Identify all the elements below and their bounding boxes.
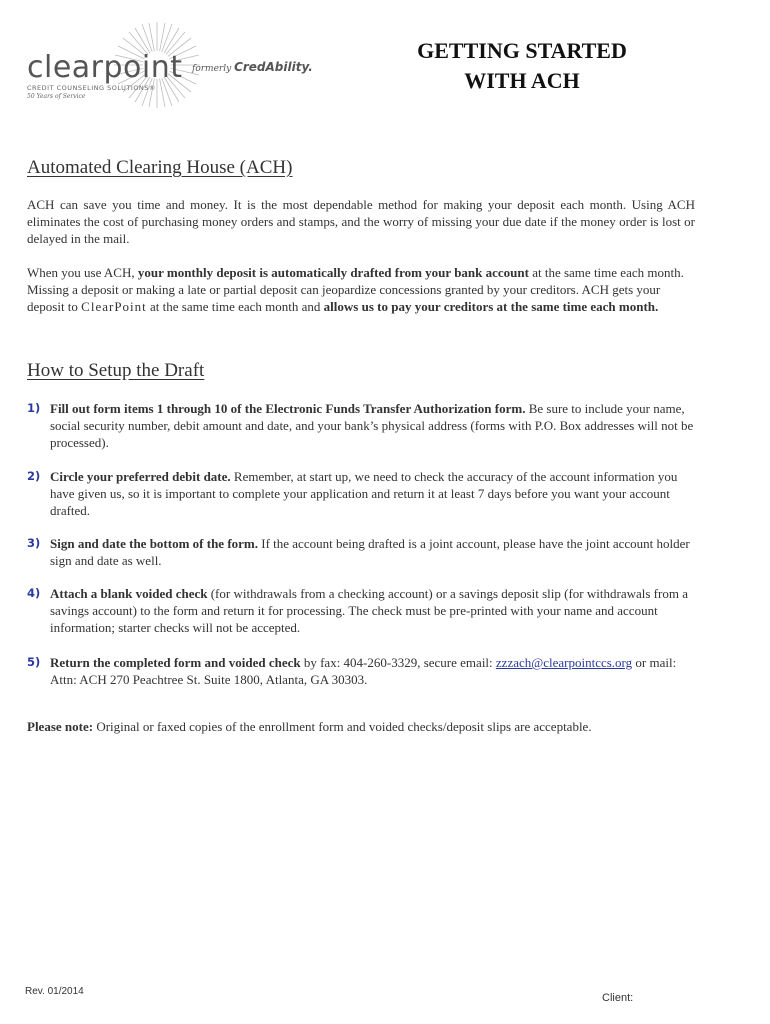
page-title xyxy=(380,36,664,96)
step-number: 4) xyxy=(27,586,41,600)
ach-paragraph-1: ACH can save you time and money. It is the most dependable method for making your deposit each month. Using ACH eliminates the cost of purchasing money orders and stamps, and the worry of missing your due date if the money order is lost or delayed in the mail. xyxy=(27,197,695,246)
step-bold: Attach a blank voided check xyxy=(50,586,208,601)
page-title-line1: GETTING STARTED xyxy=(417,38,627,63)
step-text: Be sure to include your name, social security number, debit amount and date, and your bank’s physical address (forms with P.O. Box addresses will not be processed). xyxy=(50,401,694,450)
logo-years: 50 Years of Service xyxy=(27,93,86,100)
page-title-line2: WITH ACH xyxy=(464,68,580,93)
email-link[interactable]: zzzach@clearpointccs.org xyxy=(495,655,633,670)
step-text: Remember, at start up, we need to check the accuracy of the account information you have given us, so it is important to complete your application and return it at least 7 days before you want your account drafted. xyxy=(50,469,678,518)
step-2 xyxy=(27,468,695,519)
para2-text-a: When you use ACH, xyxy=(27,265,138,280)
formerly-credability xyxy=(192,60,313,74)
para2-text-e: at the same time each month and xyxy=(146,299,324,314)
client-label: Client: xyxy=(602,992,634,1004)
step-number: 3) xyxy=(27,536,41,550)
para2-clearpoint: ClearPoint xyxy=(81,299,147,314)
para2-bold-f: allows us to pay your creditors at the same time each month. xyxy=(323,299,659,314)
note-text: Original or faxed copies of the enrollment form and voided checks/deposit slips are acceptable. xyxy=(93,719,592,734)
setup-heading: How to Setup the Draft xyxy=(27,360,205,381)
para2-text-c: at the same time each month. Missing a deposit or making a late or partial deposit can jeopardize concessions granted by your creditors. ACH gets your deposit to xyxy=(27,265,684,314)
step-text: If the account being drafted is a joint account, please have the joint account holder sign and date as well. xyxy=(50,536,690,568)
step-text: (for withdrawals from a checking account) or a savings deposit slip (for withdrawals from a savings account) to the form and return it for processing. The check must be pre-printed with your name and account information; starter checks will not be accepted. xyxy=(50,586,688,635)
ach-paragraph-2 xyxy=(27,264,695,315)
step-number: 5) xyxy=(27,655,41,669)
step-text: by fax: 404-260-3329, secure email: xyxy=(300,655,496,670)
ach-heading: Automated Clearing House (ACH) xyxy=(27,157,293,178)
credability-name: CredAbility. xyxy=(234,60,313,74)
step-bold: Sign and date the bottom of the form. xyxy=(50,536,258,551)
logo-wordmark: clearpoint xyxy=(27,50,183,85)
formerly-prefix: formerly xyxy=(192,64,232,74)
step-text-after: or mail: Attn: ACH 270 Peachtree St. Suite 1800, Atlanta, GA 30303. xyxy=(50,655,677,687)
step-bold: Circle your preferred debit date. xyxy=(50,469,231,484)
step-3 xyxy=(27,535,695,569)
para2-bold-b: your monthly deposit is automatically drafted from your bank account xyxy=(137,265,529,280)
clearpoint-logo xyxy=(22,20,322,115)
revision-date: Rev. 01/2014 xyxy=(25,986,84,997)
step-5 xyxy=(27,654,695,688)
step-bold: Fill out form items 1 through 10 of the Electronic Funds Transfer Authorization form. xyxy=(50,401,526,416)
please-note xyxy=(27,718,695,735)
step-number: 1) xyxy=(27,401,41,415)
step-bold: Return the completed form and voided check xyxy=(50,655,301,670)
logo-tagline: CREDIT COUNSELING SOLUTIONS® xyxy=(27,84,156,92)
step-number: 2) xyxy=(27,469,41,483)
step-1 xyxy=(27,400,695,451)
note-label: Please note: xyxy=(27,719,94,734)
step-4 xyxy=(27,585,695,636)
